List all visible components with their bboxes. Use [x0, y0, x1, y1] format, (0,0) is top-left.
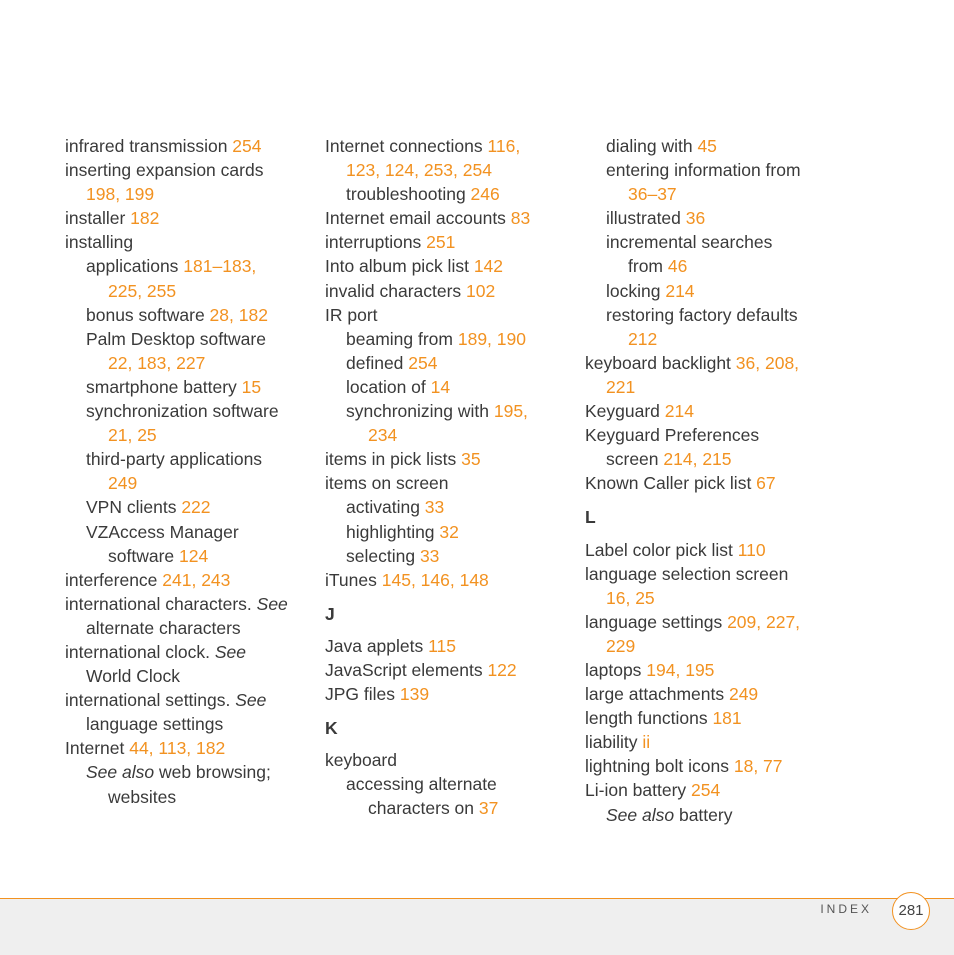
index-entry: [585, 134, 825, 158]
page-reference-link[interactable]: 16, 25: [606, 587, 655, 608]
index-term-text: large attachments: [585, 684, 729, 705]
page-reference-link[interactable]: 214: [664, 401, 694, 422]
page-reference-link[interactable]: 83: [510, 208, 531, 229]
page-reference-link[interactable]: 14: [430, 376, 451, 397]
index-entry: [325, 772, 575, 796]
index-term-text: Internet: [65, 738, 130, 759]
index-entry: [65, 351, 315, 375]
index-term-text: Into album pick list: [325, 256, 474, 277]
index-term-text: keyboard backlight: [585, 352, 736, 373]
index-entry: [585, 562, 825, 586]
index-entry: [325, 303, 575, 327]
index-entry: [585, 254, 825, 278]
index-entry: [325, 568, 575, 592]
index-term-text: location of: [346, 376, 431, 397]
index-term-text: items on screen: [325, 473, 449, 494]
index-entry: [325, 327, 575, 351]
index-entry: [325, 206, 575, 230]
index-entry: [65, 375, 315, 399]
page-reference-link[interactable]: 195,: [493, 401, 528, 422]
page-reference-link[interactable]: 229: [606, 635, 636, 656]
index-letter-heading: J: [325, 603, 335, 624]
page-reference-link[interactable]: 116,: [487, 136, 521, 156]
page-reference-link[interactable]: 15: [241, 376, 262, 397]
page-reference-link[interactable]: 46: [667, 256, 688, 277]
index-term-text: battery: [674, 804, 733, 825]
index-term-text: illustrated: [606, 208, 686, 229]
index-term-text: interruptions: [325, 232, 427, 253]
page-reference-link[interactable]: 102: [466, 280, 496, 301]
index-term-text: See: [214, 641, 246, 662]
index-entry: [325, 658, 575, 682]
index-term-text: web browsing;: [154, 762, 271, 783]
page-reference-link[interactable]: 246: [470, 184, 500, 205]
index-entry: [65, 616, 315, 640]
index-entry: [65, 495, 315, 519]
page-reference-link[interactable]: 142: [473, 256, 504, 277]
index-term-text: from: [628, 256, 668, 277]
index-term-text: beaming from: [346, 328, 458, 349]
index-entry: [65, 134, 315, 158]
page-reference-link[interactable]: 234: [368, 425, 398, 446]
index-entry: [585, 182, 825, 206]
page-reference-link[interactable]: 212: [628, 328, 658, 349]
page-reference-link[interactable]: 67: [756, 473, 776, 494]
index-term-text: screen: [606, 449, 664, 470]
index-entry: [325, 520, 575, 544]
index-entry: [325, 375, 575, 399]
index-entry: [585, 682, 825, 706]
index-entry: [585, 471, 825, 495]
index-entry: [585, 327, 825, 351]
page-reference-link[interactable]: 36–37: [628, 184, 677, 205]
index-entry: [65, 447, 315, 471]
index-entry: [325, 134, 575, 158]
index-entry: [65, 520, 315, 544]
index-term-text: VPN clients: [86, 497, 182, 518]
index-entry: [65, 303, 315, 327]
index-term-text: restoring factory defaults: [606, 304, 798, 325]
index-term-text: incremental searches: [606, 232, 773, 253]
index-term-text: Palm Desktop software: [86, 328, 266, 349]
index-term-text: Li-ion battery: [585, 780, 692, 801]
index-entry: [585, 754, 825, 778]
index-entry: [585, 586, 825, 610]
index-entry: [325, 544, 575, 568]
index-entry: [65, 592, 315, 616]
page-number: 281: [892, 892, 930, 930]
page-reference-link[interactable]: 37: [478, 798, 499, 819]
page-reference-link[interactable]: 36: [685, 208, 706, 229]
page-reference-link[interactable]: 254: [408, 352, 438, 373]
index-entry: [65, 568, 315, 592]
index-term-text: See also: [606, 804, 675, 825]
index-term-text: Known Caller pick list: [585, 473, 757, 494]
index-entry: [65, 736, 315, 760]
index-entry: [325, 254, 575, 278]
index-entry: [325, 351, 575, 375]
index-entry: [585, 206, 825, 230]
index-entry: [585, 706, 825, 730]
index-entry: [585, 303, 825, 327]
page-reference-link[interactable]: 209, 227,: [727, 611, 801, 632]
index-entry: [585, 423, 825, 447]
page-reference-link[interactable]: 22, 183, 227: [108, 352, 206, 373]
index-term-text: language selection screen: [585, 563, 789, 584]
index-letter-heading: K: [325, 718, 338, 739]
index-term-text: Keyguard: [585, 401, 665, 422]
index-term-text: troubleshooting: [346, 184, 471, 205]
index-term-text: alternate characters: [86, 617, 241, 638]
page-reference-link[interactable]: 198, 199: [86, 184, 155, 205]
index-term-text: length functions: [585, 708, 713, 729]
index-entry: [325, 471, 575, 495]
index-term-text: activating: [346, 497, 425, 518]
index-term-text: iTunes: [325, 569, 382, 590]
index-term-text: JPG files: [325, 684, 400, 705]
index-entry: [325, 682, 575, 706]
index-column-3: [585, 134, 825, 827]
page-reference-link[interactable]: 124: [179, 545, 209, 566]
index-term-text: installer: [65, 208, 131, 229]
index-entry: [325, 182, 575, 206]
page-reference-link[interactable]: 115: [428, 635, 457, 656]
index-term-text: applications: [86, 256, 184, 277]
index-entry: [585, 538, 825, 562]
page-reference-link[interactable]: 225, 255: [108, 280, 177, 301]
index-term-text: VZAccess Manager: [86, 521, 239, 542]
index-term-text: bonus software: [86, 304, 210, 325]
index-term-text: smartphone battery: [86, 376, 242, 397]
index-entry: [585, 447, 825, 471]
index-term-text: See: [256, 593, 288, 614]
page-reference-link[interactable]: 214: [665, 280, 695, 301]
index-entry: [65, 158, 315, 182]
index-term-text: World Clock: [86, 666, 181, 687]
page-reference-link[interactable]: 189, 190: [457, 328, 526, 349]
page-reference-link[interactable]: 44, 113, 182: [129, 738, 226, 759]
page-footer: [0, 898, 954, 955]
index-term-text: international characters.: [65, 593, 257, 614]
index-entry: [65, 544, 315, 568]
index-entry: [585, 634, 825, 658]
index-entry: [585, 730, 825, 754]
index-term-text: JavaScript elements: [325, 659, 488, 680]
index-entry: [325, 158, 575, 182]
index-term-text: language settings: [585, 611, 728, 632]
page-reference-link[interactable]: 249: [108, 473, 138, 494]
index-term-text: accessing alternate: [346, 774, 497, 795]
index-entry: [65, 640, 315, 664]
page-reference-link[interactable]: 32: [439, 521, 459, 542]
page-reference-link[interactable]: 251: [426, 232, 456, 253]
index-entry: [65, 230, 315, 254]
index-column-1: [65, 134, 315, 809]
index-entry: [325, 634, 575, 658]
index-term-text: lightning bolt icons: [585, 756, 734, 777]
index-entry: [585, 610, 825, 634]
page-reference-link[interactable]: ii: [642, 732, 651, 753]
index-term-text: keyboard: [325, 750, 397, 771]
index-term-text: See also: [86, 762, 155, 783]
index-entry: [325, 399, 575, 423]
index-entry: [65, 399, 315, 423]
index-entry: [65, 254, 315, 278]
page-reference-link[interactable]: 241, 243: [162, 569, 231, 590]
section-label: INDEX: [820, 902, 872, 916]
index-term-text: third-party applications: [86, 449, 263, 470]
index-entry: [65, 327, 315, 351]
index-entry: [65, 423, 315, 447]
index-letter-heading: L: [585, 507, 596, 528]
index-entry: [585, 279, 825, 303]
index-term-text: synchronizing with: [346, 401, 494, 422]
index-entry: [65, 664, 315, 688]
index-term-text: software: [108, 545, 179, 566]
page-reference-link[interactable]: 28, 182: [209, 304, 268, 325]
index-term-text: selecting: [346, 545, 420, 566]
page-reference-link[interactable]: 33: [424, 497, 445, 518]
index-term-text: items in pick lists: [325, 449, 462, 470]
index-entry: [585, 778, 825, 802]
index-term-text: installing: [65, 232, 134, 253]
index-entry: [585, 658, 825, 682]
index-entry: [65, 712, 315, 736]
index-entry: [325, 495, 575, 519]
page-reference-link[interactable]: 21, 25: [108, 425, 157, 446]
index-term-text: inserting expansion cards: [65, 160, 264, 181]
index-entry: [585, 399, 825, 423]
page-reference-link[interactable]: 254: [691, 780, 721, 801]
index-term-text: international settings.: [65, 690, 236, 711]
index-term-text: highlighting: [346, 521, 440, 542]
index-term-text: Label color pick list: [585, 539, 738, 560]
index-term-text: laptops: [585, 659, 647, 680]
index-entry: [325, 447, 575, 471]
index-term-text: defined: [346, 352, 409, 373]
index-entry: [325, 796, 575, 820]
page-reference-link[interactable]: 214, 215: [663, 449, 732, 470]
index-entry: [585, 803, 825, 827]
index-entry: [325, 748, 575, 772]
index-entry: [65, 785, 315, 809]
index-entry: [325, 423, 575, 447]
index-term-text: characters on: [368, 798, 479, 819]
index-term-text: synchronization software: [86, 401, 279, 422]
page-reference-link[interactable]: 123, 124, 253, 254: [346, 160, 492, 181]
index-entry: [65, 206, 315, 230]
index-entry: [65, 182, 315, 206]
page-reference-link[interactable]: 36, 208,: [735, 352, 800, 373]
page-reference-link[interactable]: 33: [419, 545, 440, 566]
index-entry: [325, 279, 575, 303]
page-reference-link[interactable]: 35: [461, 449, 481, 470]
index-term-text: infrared transmission: [65, 136, 233, 156]
index-column-2: [325, 134, 575, 821]
index-entry: [65, 471, 315, 495]
index-term-text: websites: [108, 786, 177, 807]
index-term-text: locking: [606, 280, 666, 301]
page-reference-link[interactable]: 222: [181, 497, 211, 518]
index-term-text: entering information from: [606, 160, 801, 181]
index-term-text: Internet connections: [325, 136, 488, 156]
index-entry: [65, 688, 315, 712]
page-reference-link[interactable]: 182: [130, 208, 160, 229]
index-term-text: dialing with: [606, 136, 698, 156]
index-term-text: international clock.: [65, 641, 215, 662]
page-reference-link[interactable]: 181–183,: [183, 256, 257, 277]
index-entry: [585, 158, 825, 182]
index-entry: [65, 760, 315, 784]
page-reference-link[interactable]: 194, 195: [646, 659, 715, 680]
page-reference-link[interactable]: 221: [606, 376, 636, 397]
index-term-text: liability: [585, 732, 643, 753]
page-reference-link[interactable]: 249: [728, 684, 759, 705]
index-entry: [325, 230, 575, 254]
page-reference-link[interactable]: 145, 146, 148: [381, 569, 489, 590]
index-entry: [585, 375, 825, 399]
page-reference-link[interactable]: 122: [487, 659, 517, 680]
index-entry: [585, 230, 825, 254]
page-reference-link[interactable]: 110: [737, 539, 766, 560]
page-reference-link[interactable]: 181: [712, 708, 742, 729]
index-term-text: interference: [65, 569, 163, 590]
index-term-text: Internet email accounts: [325, 208, 511, 229]
page-reference-link[interactable]: 139: [399, 684, 430, 705]
index-term-text: IR port: [325, 304, 378, 325]
page-reference-link[interactable]: 45: [697, 136, 717, 156]
page-reference-link[interactable]: 254: [232, 136, 262, 156]
index-entry: [65, 279, 315, 303]
index-term-text: Keyguard Preferences: [585, 425, 760, 446]
index-term-text: Java applets: [325, 635, 429, 656]
index-term-text: invalid characters: [325, 280, 467, 301]
page-reference-link[interactable]: 18, 77: [733, 756, 783, 777]
index-entry: [585, 351, 825, 375]
index-term-text: language settings: [86, 714, 224, 735]
index-term-text: See: [235, 690, 267, 711]
